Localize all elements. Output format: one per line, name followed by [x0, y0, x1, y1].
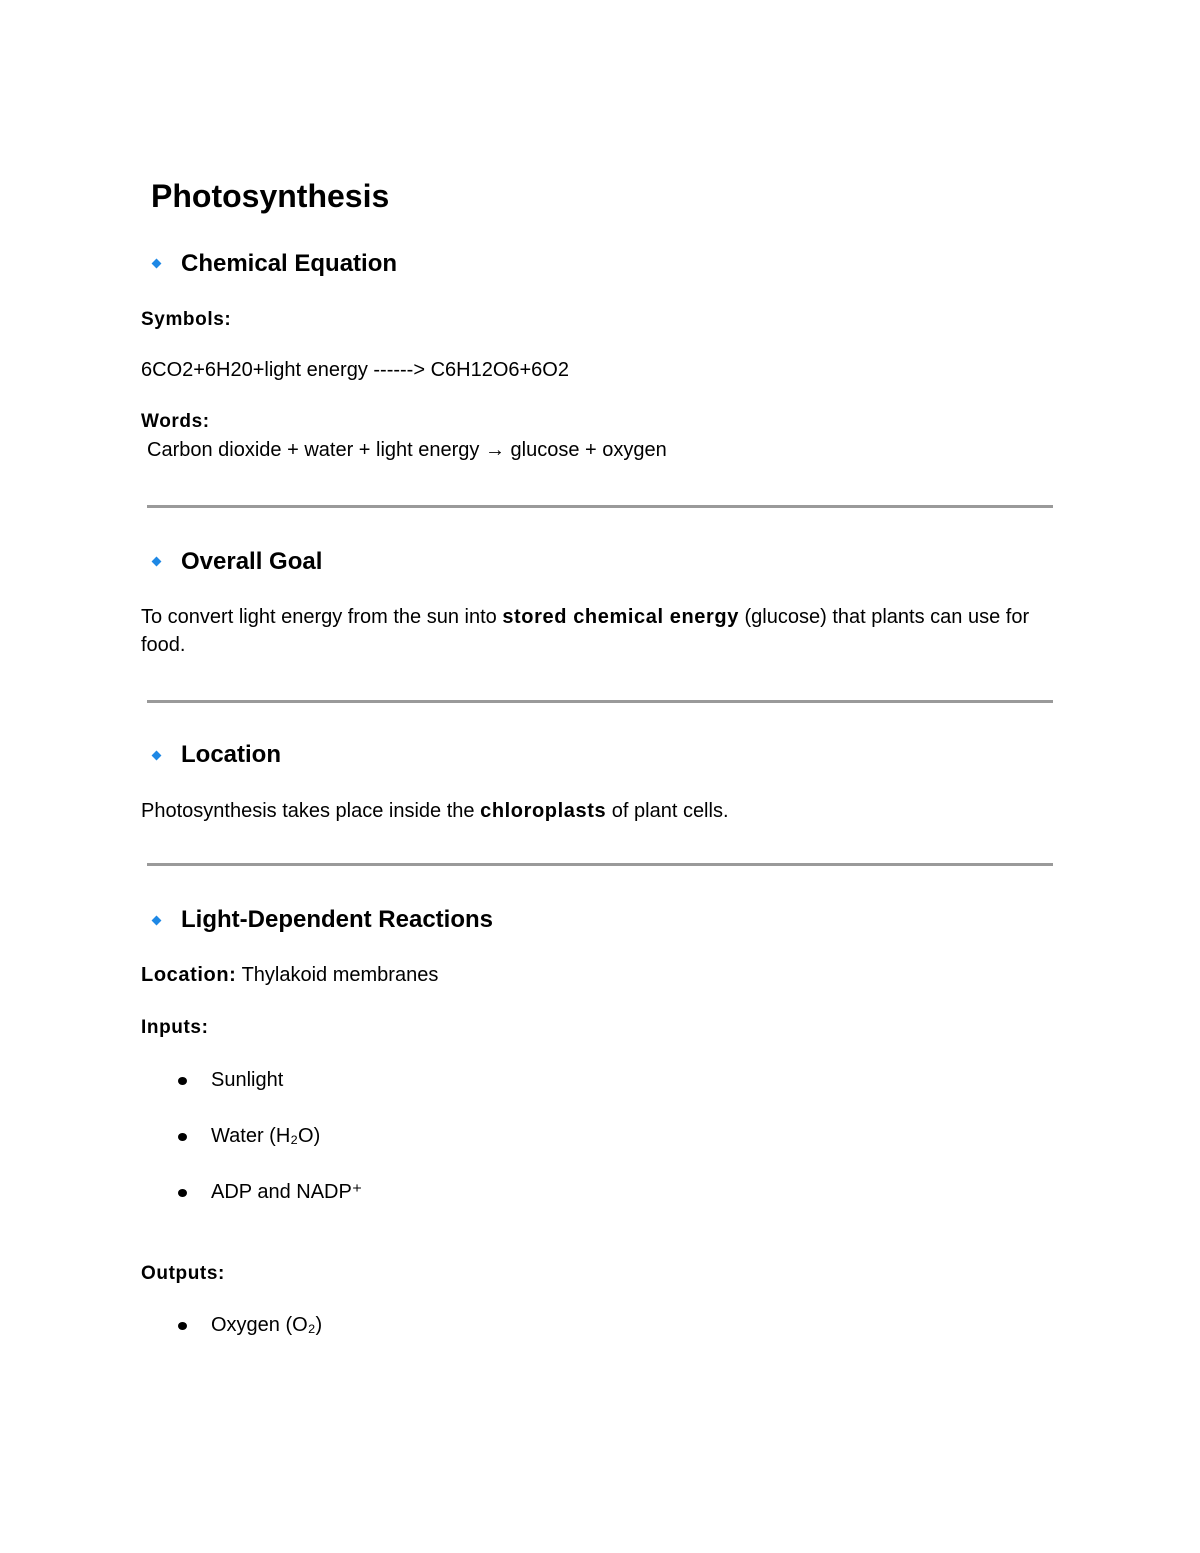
section-divider	[147, 700, 1053, 703]
heading-chemical-equation: Chemical Equation	[181, 250, 398, 277]
list-item: Oxygen (O₂)	[211, 1314, 323, 1336]
list-item: Sunlight	[211, 1069, 284, 1091]
section-divider	[147, 863, 1053, 866]
symbols-equation: 6CO2+6H20+light energy ------> C6H12O6+6O2	[141, 359, 569, 381]
bullet-icon	[178, 1133, 187, 1141]
bullet-icon	[178, 1322, 187, 1330]
diamond-bullet-icon	[152, 751, 162, 761]
section-divider	[147, 505, 1053, 508]
bullet-icon	[178, 1189, 187, 1197]
reaction-location-line: Location: Thylakoid membranes	[141, 964, 439, 986]
list-item: ADP and NADP⁺	[211, 1181, 363, 1203]
diamond-bullet-icon	[152, 259, 162, 269]
goal-paragraph: To convert light energy from the sun into stored chemical energy (glucose) that plants can use for food.	[141, 606, 1030, 656]
words-equation: Carbon dioxide + water + light energy → glucose + oxygen	[147, 439, 667, 461]
heading-location: Location	[181, 741, 281, 768]
list-item: Water (H₂O)	[211, 1125, 321, 1147]
location-paragraph: Photosynthesis takes place inside the chloroplasts of plant cells.	[141, 800, 729, 822]
page-title: Photosynthesis	[151, 178, 390, 214]
symbols-label: Symbols:	[141, 309, 232, 330]
diamond-bullet-icon	[152, 916, 162, 926]
inputs-label: Inputs:	[141, 1017, 209, 1038]
heading-light-dependent-reactions: Light-Dependent Reactions	[181, 906, 494, 933]
diamond-bullet-icon	[152, 557, 162, 567]
outputs-label: Outputs:	[141, 1263, 225, 1284]
words-label: Words:	[141, 411, 210, 432]
heading-overall-goal: Overall Goal	[181, 548, 323, 575]
bullet-icon	[178, 1077, 187, 1085]
